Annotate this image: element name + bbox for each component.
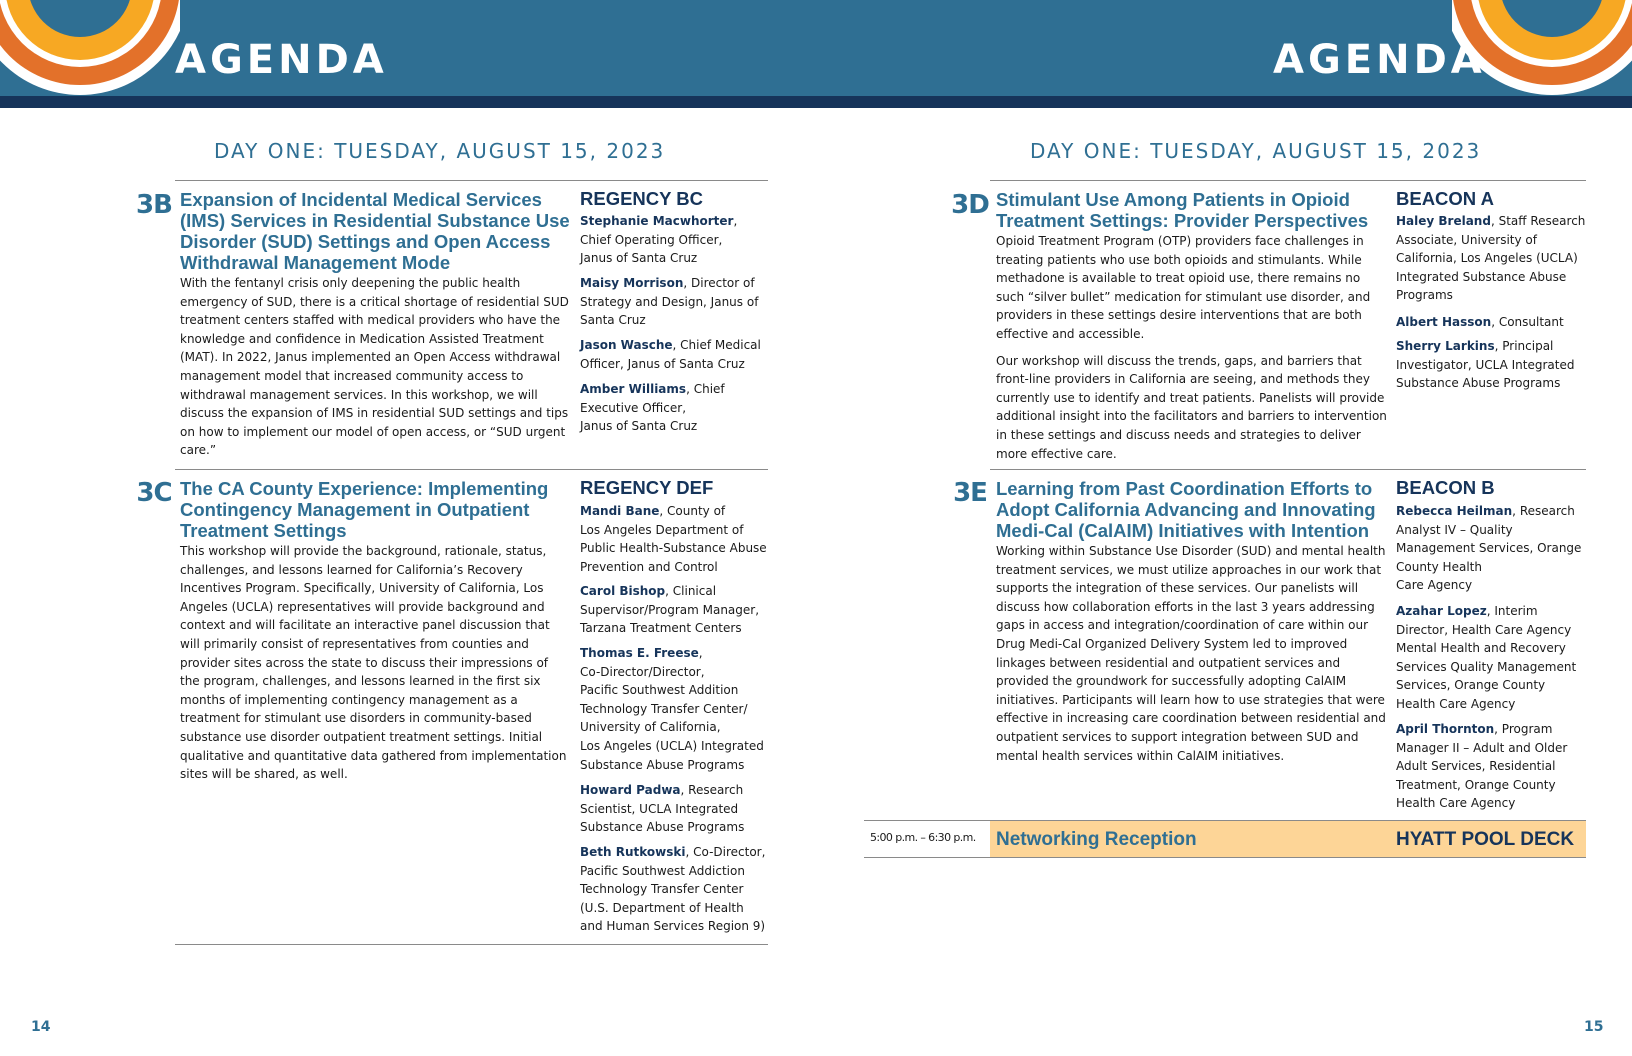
speaker-entry: Amber Williams, Chief Executive Officer, Janus of Santa Cruz bbox=[580, 382, 725, 434]
speaker-entry: April Thornton, Program Manager II – Adult and Older Adult Services, Residential Treatment, Orange County Health Care Agency bbox=[1396, 722, 1568, 811]
speaker-name: Jason Wasche bbox=[580, 338, 673, 352]
speaker-role: Staff Research Associate, University of California, Los Angeles (UCLA) Integrated Substance Abuse Programs bbox=[1396, 214, 1586, 303]
header-rule bbox=[0, 96, 1632, 108]
session-description-3D bbox=[996, 232, 1387, 463]
divider bbox=[175, 944, 768, 945]
divider bbox=[990, 180, 1586, 181]
speaker-entry: Albert Hasson, Consultant bbox=[1396, 315, 1564, 329]
divider bbox=[990, 469, 1586, 470]
speaker-role: Co-Director/Director, Pacific Southwest Addition Technology Transfer Center/ University of California, Los Angeles (UCLA) Integrated Substance Abuse Programs bbox=[580, 664, 764, 772]
speaker-name: Beth Rutkowski bbox=[580, 845, 686, 859]
divider bbox=[864, 857, 1586, 858]
speaker-entry: Rebecca Heilman, Research Analyst IV – Quality Management Services, Orange County Health Care Agency bbox=[1396, 504, 1582, 593]
speaker-entry: Carol Bishop, Clinical Supervisor/Program Manager, Tarzana Treatment Centers bbox=[580, 584, 760, 636]
speaker-name: Thomas E. Freese bbox=[580, 646, 699, 660]
speaker-name: Stephanie Macwhorter bbox=[580, 214, 734, 228]
session-id-3D: 3D bbox=[951, 190, 989, 220]
speaker-entry: Howard Padwa, Research Scientist, UCLA Integrated Substance Abuse Programs bbox=[580, 783, 745, 835]
speaker-role: Program Manager II – Adult and Older Adult Services, Residential Treatment, Orange County Health Care Agency bbox=[1396, 722, 1568, 811]
session-title-3D: Stimulant Use Among Patients in Opioid Treatment Settings: Provider Perspectives bbox=[996, 189, 1369, 231]
day-heading-right: DAY ONE: TUESDAY, AUGUST 15, 2023 bbox=[1030, 139, 1482, 163]
speaker-role: Research Scientist, UCLA Integrated Substance Abuse Programs bbox=[580, 783, 745, 835]
speaker-role: Co-Director, Pacific Southwest Addiction Technology Transfer Center (U.S. Department of Health and Human Services Region 9) bbox=[580, 845, 766, 934]
speaker-name: Azahar Lopez bbox=[1396, 604, 1487, 618]
page-number-right: 15 bbox=[1584, 1019, 1604, 1035]
speaker-role: Chief Operating Officer, Janus of Santa Cruz bbox=[580, 232, 723, 266]
networking-time: 5:00 p.m. – 6:30 p.m. bbox=[870, 831, 976, 844]
session-title-3B: Expansion of Incidental Medical Services (IMS) Services in Residential Substance Use Disorder (SUD) Settings and Open Access Withdrawal Management Mode bbox=[180, 189, 570, 273]
room-label-3B: REGENCY BC bbox=[580, 188, 704, 209]
speaker-name: Rebecca Heilman bbox=[1396, 504, 1513, 518]
speaker-role: Principal Investigator, UCLA Integrated Substance Abuse Programs bbox=[1396, 339, 1575, 391]
session-description-paragraph: Working within Substance Use Disorder (SUD) and mental health treatment services, we must utilize approaches in our work that supports the integration of these services. Our panelists will discuss how collaboration efforts in the last 3 years addressing gaps in access and integration/coordination of care within our Drug Medi-Cal Organized Delivery System led to improved linkages between residential and outpatient services and provided the groundwork for successfully adopting CalAIM initiatives. Participants will learn how to use strategies that were effective in increasing care coordination between residential and outpatient services to support integration between SUD and mental health services within CalAIM initiatives. bbox=[996, 544, 1386, 763]
session-description-3E bbox=[996, 542, 1387, 765]
room-label-3D: BEACON A bbox=[1396, 188, 1494, 209]
divider bbox=[175, 469, 768, 470]
session-title-3E: Learning from Past Coordination Efforts to Adopt California Advancing and Innovating Medi-Cal (CalAIM) Initiatives with Intention bbox=[996, 478, 1376, 541]
room-label-3C: REGENCY DEF bbox=[580, 477, 714, 498]
speaker-entry: Thomas E. Freese, Co-Director/Director, Pacific Southwest Addition Technology Transfer Center/ University of California, Los Angeles (UCLA) Integrated Substance Abuse Programs bbox=[580, 646, 764, 772]
session-description-paragraph: This workshop will provide the background, rationale, status, challenges, and lessons learned for California’s Recovery Incentives Program. Specifically, University of California, Los Angeles (UCLA) representatives will provide background and context and will facilitate an interactive panel discussion that will primarily consist of representatives from counties and provider sites across the state to discuss their impressions of the program, challenges, and lessons learned in the first six months of implementing contingency management as a treatment for stimulant use disorders in community-based substance use disorder outpatient treatment settings. Initial qualitative and quantitative data gathered from implementation sites will be shared, as well. bbox=[180, 544, 567, 782]
speaker-entry: Sherry Larkins, Principal Investigator, UCLA Integrated Substance Abuse Programs bbox=[1396, 339, 1575, 391]
agenda-title-right: AGENDA bbox=[1273, 37, 1486, 83]
speaker-role: County of Los Angeles Department of Public Health-Substance Abuse Prevention and Control bbox=[580, 504, 767, 574]
networking-title: Networking Reception bbox=[996, 829, 1197, 850]
speaker-entry: Stephanie Macwhorter, Chief Operating Officer, Janus of Santa Cruz bbox=[580, 214, 738, 266]
speaker-name: Carol Bishop bbox=[580, 584, 666, 598]
speaker-name: Amber Williams bbox=[580, 382, 687, 396]
session-id-3E: 3E bbox=[953, 478, 987, 508]
divider bbox=[175, 180, 768, 181]
session-id-3C: 3C bbox=[136, 478, 172, 508]
day-heading-left: DAY ONE: TUESDAY, AUGUST 15, 2023 bbox=[214, 139, 666, 163]
decorative-arcs-left bbox=[0, 0, 180, 96]
speaker-entry: Maisy Morrison, Director of Strategy and Design, Janus of Santa Cruz bbox=[580, 276, 759, 328]
session-description-paragraph: Our workshop will discuss the trends, gaps, and barriers that front-line providers in California are seeing, and methods they currently use to identify and treat patients. Panelists will provide additional insight into the facilitators and barriers to intervention in these settings and discuss needs and strategies to deliver more effective care. bbox=[996, 353, 1387, 461]
speaker-entry: Jason Wasche, Chief Medical Officer, Janus of Santa Cruz bbox=[580, 338, 761, 371]
speaker-name: April Thornton bbox=[1396, 722, 1495, 736]
speaker-role: Consultant bbox=[1498, 315, 1564, 329]
speaker-role: Clinical Supervisor/Program Manager, Tarzana Treatment Centers bbox=[580, 584, 760, 636]
room-label-3E: BEACON B bbox=[1396, 477, 1495, 498]
speaker-role: Interim Director, Health Care Agency Mental Health and Recovery Services Quality Management Services, Orange County Health Care Agency bbox=[1396, 604, 1577, 711]
speaker-entry: Mandi Bane, County of Los Angeles Department of Public Health-Substance Abuse Prevention and Control bbox=[580, 504, 767, 574]
speaker-entry: Beth Rutkowski, Co-Director, Pacific Southwest Addiction Technology Transfer Center (U.S. Department of Health and Human Services Region 9) bbox=[580, 845, 766, 934]
page-number-left: 14 bbox=[31, 1019, 51, 1035]
session-description-3C bbox=[180, 542, 571, 784]
session-id-3B: 3B bbox=[136, 190, 172, 220]
speaker-name: Maisy Morrison bbox=[580, 276, 684, 290]
speaker-role: Research Analyst IV – Quality Management Services, Orange County Health Care Agency bbox=[1396, 504, 1582, 593]
speaker-role: Director of Strategy and Design, Janus of Santa Cruz bbox=[580, 276, 759, 328]
speaker-name: Haley Breland bbox=[1396, 214, 1491, 228]
agenda-title-left: AGENDA bbox=[175, 37, 388, 83]
session-description-paragraph: Opioid Treatment Program (OTP) providers face challenges in treating patients who use both opioids and stimulants. While methadone is available to treat opioid use, there remains no such “silver bullet” medication for stimulant use disorder, and providers in these settings desire interventions that are both effective and accessible. bbox=[996, 234, 1371, 341]
speaker-entry: Azahar Lopez, Interim Director, Health Care Agency Mental Health and Recovery Services Quality Management Services, Orange County Health Care Agency bbox=[1396, 604, 1577, 711]
speaker-name: Howard Padwa bbox=[580, 783, 681, 797]
speaker-name: Sherry Larkins bbox=[1396, 339, 1495, 353]
session-description-paragraph: With the fentanyl crisis only deepening the public health emergency of SUD, there is a critical shortage of residential SUD treatment centers staffed with medical providers who have the knowledge and confidence in Medication Assisted Treatment (MAT). In 2022, Janus implemented an Open Access withdrawal management model that increased community access to withdrawal management services. In this workshop, we will discuss the expansion of IMS in residential SUD settings and tips on how to implement our model of open access, or “SUD urgent care.” bbox=[180, 276, 569, 458]
speaker-name: Mandi Bane bbox=[580, 504, 660, 518]
speaker-name: Albert Hasson bbox=[1396, 315, 1492, 329]
speaker-entry: Haley Breland, Staff Research Associate, University of California, Los Angeles (UCLA) Integrated Substance Abuse Programs bbox=[1396, 214, 1586, 303]
networking-room: HYATT POOL DECK bbox=[1396, 829, 1575, 850]
speaker-role: Chief Executive Officer, Janus of Santa Cruz bbox=[580, 382, 725, 434]
speaker-role: Chief Medical Officer, Janus of Santa Cruz bbox=[580, 338, 761, 371]
session-title-3C: The CA County Experience: Implementing Contingency Management in Outpatient Treatment Settings bbox=[180, 478, 549, 541]
session-description-3B bbox=[180, 274, 571, 460]
